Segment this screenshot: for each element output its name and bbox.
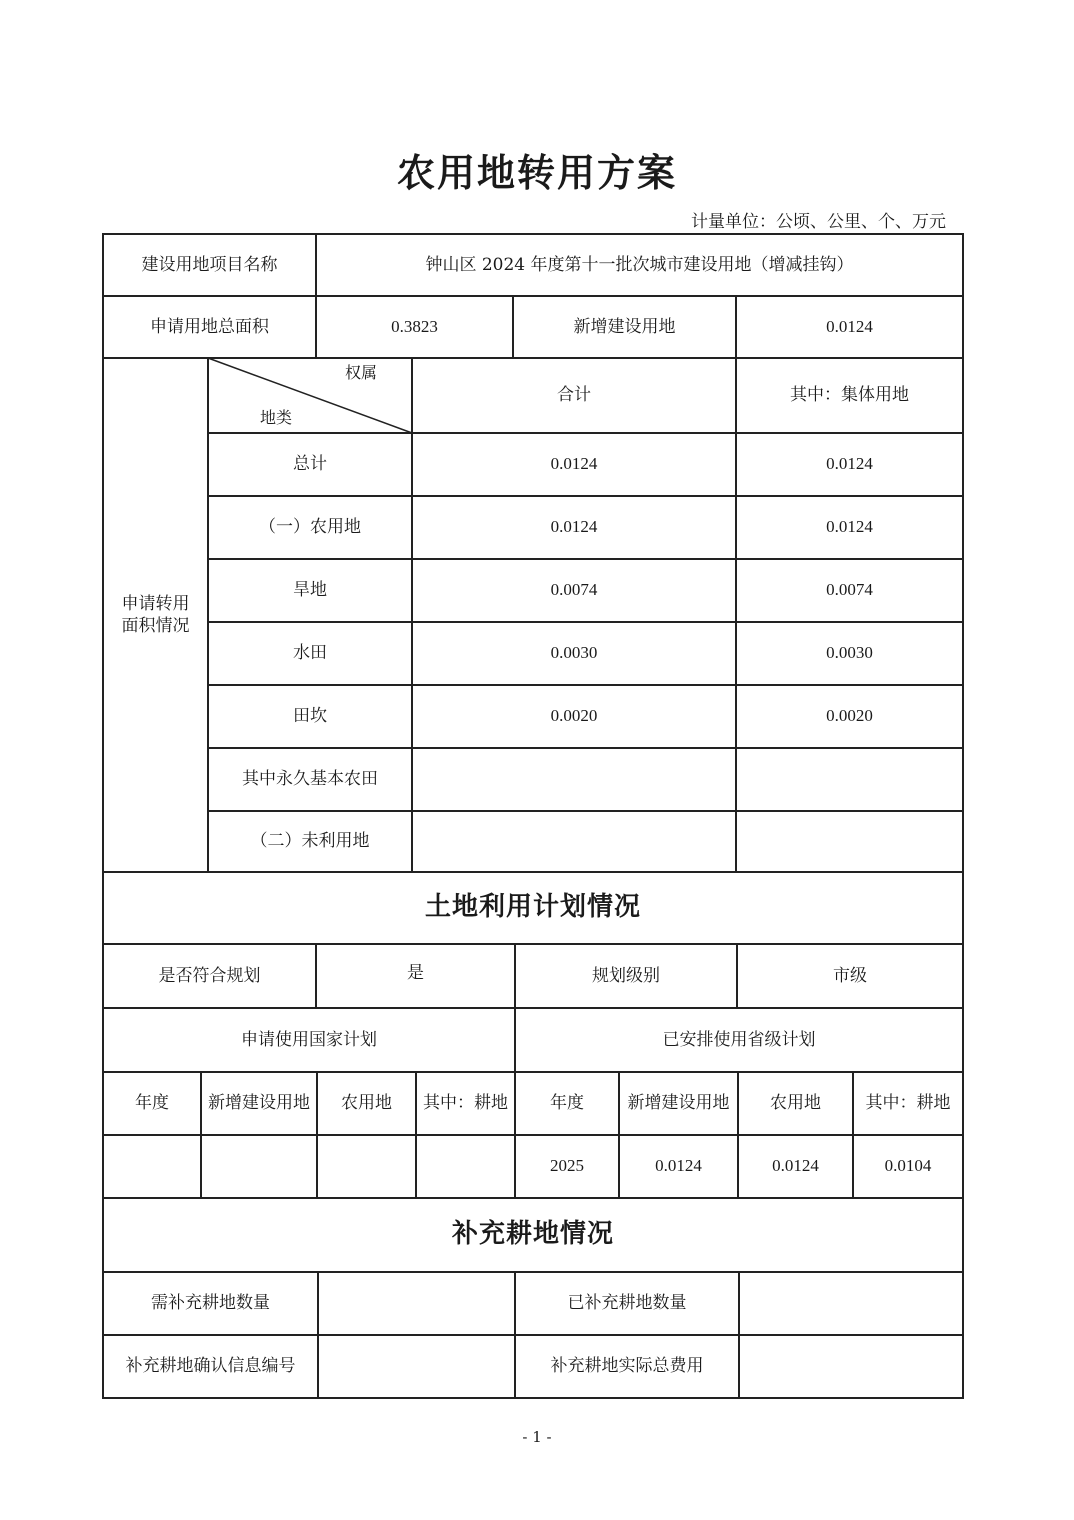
total-area-value: 0.3823 <box>391 316 438 336</box>
conform-label: 是否符合规划 <box>158 965 261 986</box>
land-plan-title: 土地利用计划情况 <box>424 892 641 923</box>
row-total: 0.0074 <box>550 580 598 600</box>
row-label: 水田 <box>293 643 327 664</box>
header-ownership: 权属 <box>345 363 378 382</box>
row-label: 田坎 <box>293 706 327 727</box>
row-collective: 0.0124 <box>826 517 873 537</box>
national-header-agri: 农用地 <box>341 1093 392 1114</box>
row-total <box>412 748 736 811</box>
row-total: 0.0030 <box>550 643 598 663</box>
row-total: 0.0020 <box>550 706 598 726</box>
row-collective <box>736 811 963 872</box>
total-area-label: 申请用地总面积 <box>150 316 269 337</box>
need-supplement-label: 需补充耕地数量 <box>151 1293 270 1314</box>
new-construction-label: 新增建设用地 <box>573 316 676 337</box>
header-landtype: 地类 <box>260 408 293 427</box>
national-value-agri <box>317 1135 416 1198</box>
national-value-year <box>103 1135 201 1198</box>
row-collective: 0.0030 <box>826 643 873 663</box>
page-number: - 1 - <box>522 1428 552 1446</box>
row-label: （一）农用地 <box>259 517 361 538</box>
national-header-year: 年度 <box>135 1093 169 1114</box>
provincial-value-year: 2025 <box>550 1156 584 1176</box>
col-collective-header: 其中：集体用地 <box>790 385 909 406</box>
row-label: 其中永久基本农田 <box>242 769 378 790</box>
col-total-header: 合计 <box>557 385 591 406</box>
project-name-value: 钟山区 2024 年度第十一批次城市建设用地（增减挂钩） <box>425 254 854 275</box>
done-supplement-label: 已补充耕地数量 <box>567 1293 687 1314</box>
confirm-number-label: 补充耕地确认信息编号 <box>125 1356 296 1377</box>
provincial-header-new: 新增建设用地 <box>627 1093 730 1114</box>
level-value: 市级 <box>833 965 867 986</box>
row-collective: 0.0074 <box>826 580 873 600</box>
need-supplement-value <box>318 1272 515 1335</box>
provincial-plan-label: 已安排使用省级计划 <box>662 1029 816 1050</box>
project-name-label: 建设用地项目名称 <box>141 254 278 275</box>
conversion-side-label: 申请转用面积情况 <box>121 593 190 636</box>
page-title: 农用地转用方案 <box>396 150 677 195</box>
national-header-new: 新增建设用地 <box>208 1093 310 1114</box>
row-collective: 0.0020 <box>826 706 873 726</box>
national-plan-label: 申请使用国家计划 <box>241 1029 377 1050</box>
provincial-value-new: 0.0124 <box>655 1156 702 1176</box>
row-total: 0.0124 <box>550 454 598 474</box>
supplement-title: 补充耕地情况 <box>451 1219 614 1250</box>
unit-note: 计量单位：公顷、公里、个、万元 <box>691 212 946 232</box>
provincial-header-agri: 农用地 <box>770 1093 821 1114</box>
row-label: 旱地 <box>293 580 327 601</box>
row-label: （二）未利用地 <box>250 831 370 852</box>
done-supplement-value <box>739 1272 963 1335</box>
row-total <box>412 811 736 872</box>
confirm-number-value <box>318 1335 515 1398</box>
new-construction-value: 0.0124 <box>826 316 873 336</box>
row-collective <box>736 748 963 811</box>
conform-value: 是 <box>407 962 424 983</box>
level-label: 规划级别 <box>592 965 660 986</box>
row-collective: 0.0124 <box>826 454 873 474</box>
actual-cost-value <box>739 1335 963 1398</box>
provincial-header-arable: 其中：耕地 <box>865 1093 951 1114</box>
national-value-arable <box>416 1135 515 1198</box>
provincial-value-agri: 0.0124 <box>772 1156 819 1176</box>
row-total: 0.0124 <box>550 517 598 537</box>
national-value-new <box>201 1135 317 1198</box>
row-label: 总计 <box>293 454 327 475</box>
actual-cost-label: 补充耕地实际总费用 <box>550 1356 704 1377</box>
provincial-header-year: 年度 <box>550 1093 584 1114</box>
national-header-arable: 其中：耕地 <box>423 1093 508 1114</box>
provincial-value-arable: 0.0104 <box>884 1156 932 1176</box>
